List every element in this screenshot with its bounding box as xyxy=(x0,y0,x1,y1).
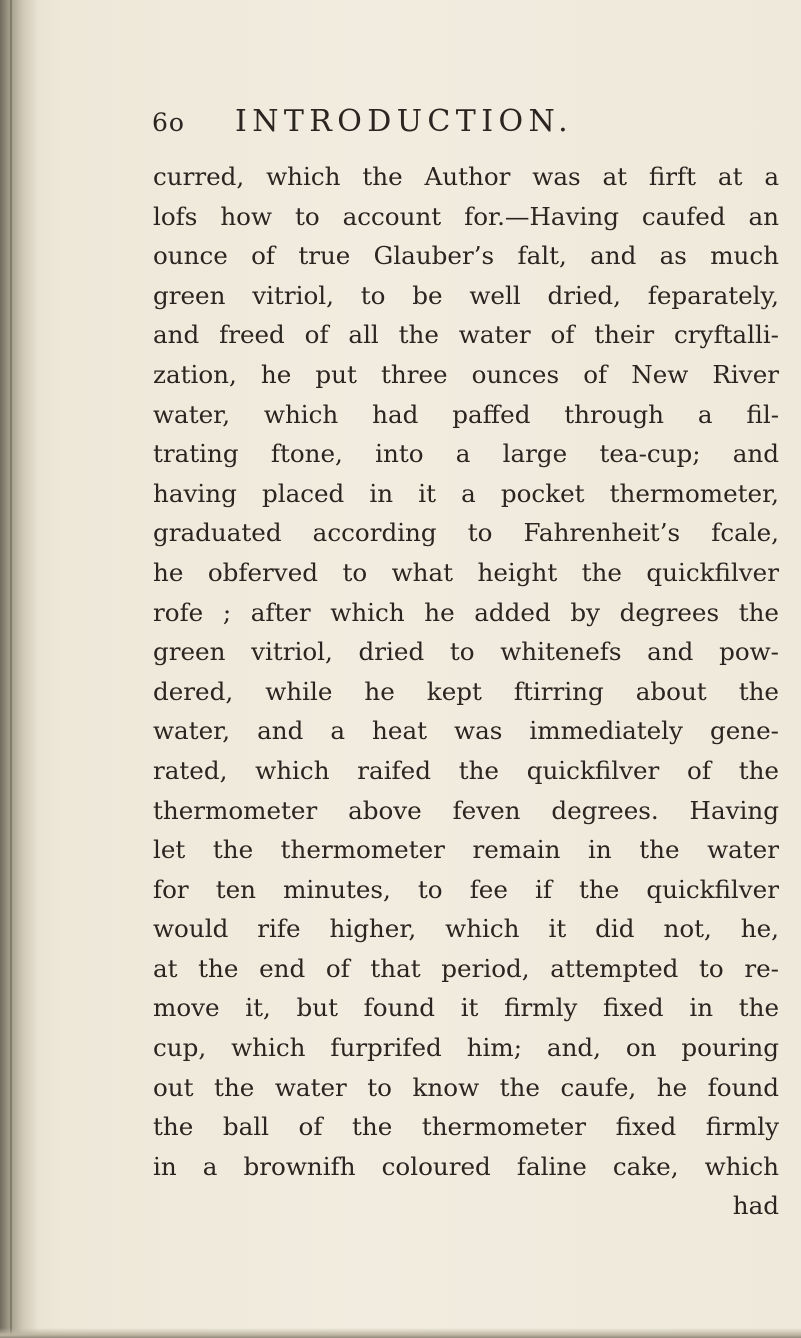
text-line: graduated according to Fahrenheit’s fcale, xyxy=(153,518,779,548)
text-line: green vitriol, to be well dried, feparately, xyxy=(153,280,779,310)
binding-edge-line xyxy=(10,0,12,1338)
text-line: move it, but found it firmly fixed in the xyxy=(153,993,779,1023)
text-line: and freed of all the water of their cryftalli- xyxy=(153,320,779,350)
text-line: water, and a heat was immediately gene- xyxy=(153,716,779,746)
text-line: at the end of that period, attempted to re- xyxy=(153,953,779,983)
text-line: dered, while he kept ftirring about the xyxy=(153,676,779,706)
text-line: having placed in it a pocket thermometer, xyxy=(153,478,779,508)
page-header xyxy=(152,104,772,144)
text-line: water, which had paffed through a fil- xyxy=(153,399,779,429)
catchword: had xyxy=(732,1191,779,1221)
page-number: 6o xyxy=(152,108,185,137)
text-line: rofe ; after which he added by degrees the xyxy=(153,597,779,627)
text-line: rated, which raifed the quickfilver of the xyxy=(153,755,779,785)
text-line: in a brownifh coloured faline cake, which xyxy=(153,1151,779,1181)
text-line: for ten minutes, to fee if the quickfilver xyxy=(153,874,779,904)
text-line: lofs how to account for.—Having caufed an xyxy=(153,201,779,231)
text-line: would rife higher, which it did not, he, xyxy=(153,914,779,944)
text-line: trating ftone, into a large tea-cup; and xyxy=(153,439,779,469)
text-line: green vitriol, dried to whitenefs and pow- xyxy=(153,637,779,667)
text-line: let the thermometer remain in the water xyxy=(153,835,779,865)
text-line: zation, he put three ounces of New River xyxy=(153,359,779,389)
page-bottom-edge xyxy=(0,1328,801,1338)
running-head: INTRODUCTION. xyxy=(235,104,574,139)
text-line: out the water to know the caufe, he found xyxy=(153,1072,779,1102)
body-text xyxy=(153,157,779,1226)
text-line: curred, which the Author was at firft at a xyxy=(153,162,779,191)
text-line: cup, which furprifed him; and, on pouring xyxy=(153,1033,779,1063)
text-line: ounce of true Glauber’s falt, and as much xyxy=(153,241,779,271)
text-line: the ball of the thermometer fixed firmly xyxy=(153,1112,779,1142)
text-line: thermometer above feven degrees. Having xyxy=(153,795,779,825)
binding-shadow xyxy=(0,0,38,1338)
text-line: he obferved to what height the quickfilver xyxy=(153,557,779,587)
